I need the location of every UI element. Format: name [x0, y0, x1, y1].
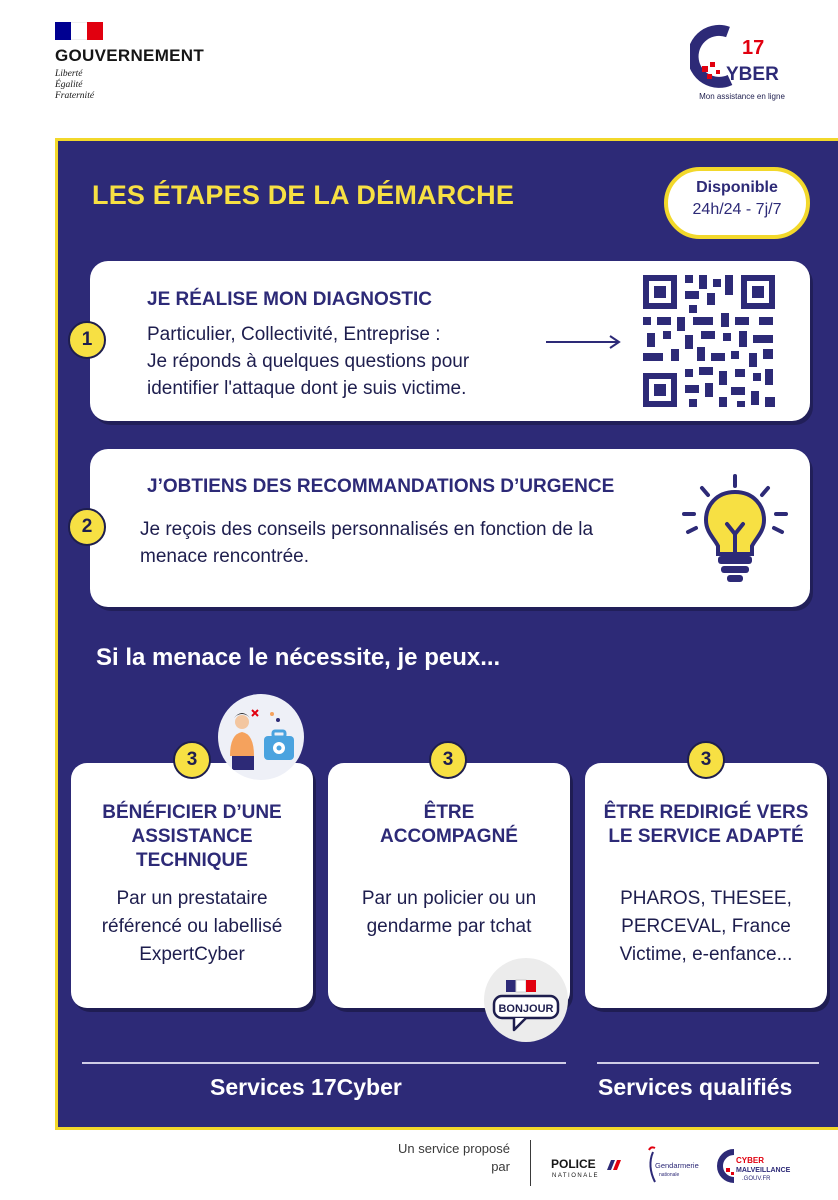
description-line: Je réponds à quelques questions pour [147, 351, 470, 372]
gendarmerie-label: Gendarmerie [655, 1161, 699, 1170]
page-title: LES ÉTAPES DE LA DÉMARCHE [92, 180, 515, 210]
lightbulb-icon [680, 474, 790, 586]
heading-line: TECHNIQUE [136, 850, 248, 871]
technician-illustration-icon [218, 694, 304, 780]
option-heading [328, 801, 570, 849]
step-heading: J’OBTIENS DES RECOMMANDATIONS D’URGENCE [147, 476, 615, 497]
option-card-technical-assistance [71, 763, 313, 1008]
option-heading [71, 801, 313, 873]
step-number-badge: 3 [429, 741, 467, 779]
section-subheading: Si la menace le nécessite, je peux... [96, 644, 501, 671]
government-logo [55, 22, 204, 102]
step-number-badge: 3 [173, 741, 211, 779]
description-line: Victime, e-enfance... [619, 944, 793, 965]
description-line: Par un prestataire [116, 888, 268, 909]
availability-hours: 24h/24 - 7j/7 [692, 201, 782, 218]
description-line: Particulier, Collectivité, Entreprise : [147, 324, 441, 345]
heading-line: ACCOMPAGNÉ [380, 826, 518, 847]
step-description [147, 321, 469, 402]
heading-line: ÊTRE [423, 802, 475, 823]
description-line: référencé ou labellisé [101, 916, 283, 937]
logo-tagline: Mon assistance en ligne [699, 92, 785, 101]
availability-badge [664, 167, 810, 239]
arrow-right-icon [546, 334, 622, 350]
option-description [328, 885, 570, 941]
logo-number: 17 [742, 37, 765, 59]
description-line: identifier l'attaque dont je suis victime. [147, 378, 467, 399]
description-line: menace rencontrée. [140, 546, 309, 567]
logo-word: YBER [726, 64, 779, 85]
french-flag-icon [55, 22, 103, 40]
step-description [140, 516, 593, 570]
credit-line: Un service proposé [398, 1141, 510, 1156]
heading-line: ASSISTANCE [131, 826, 253, 847]
description-line: Je reçois des conseils personnalisés en fonction de la [140, 519, 594, 540]
motto-line: Liberté [55, 69, 83, 79]
gendarmerie-nationale-logo [645, 1142, 707, 1190]
description-line: gendarme par tchat [366, 916, 532, 937]
republic-motto [55, 69, 204, 102]
step-number-badge: 1 [68, 321, 106, 359]
description-line: PERCEVAL, France [621, 916, 791, 937]
government-name: GOUVERNEMENT [55, 46, 205, 65]
description-line: PHAROS, THESEE, [620, 888, 792, 909]
motto-line: Égalité [55, 80, 83, 90]
description-line: Par un policier ou un [361, 888, 537, 909]
police-label: POLICE [551, 1157, 596, 1171]
credit-line: par [491, 1159, 510, 1174]
heading-line: ÊTRE REDIRIGÉ VERS [603, 802, 809, 823]
option-description [71, 885, 313, 969]
availability-label: Disponible [696, 179, 778, 196]
credit-text [360, 1140, 510, 1176]
qualified-services-label: Services qualifiés [598, 1074, 793, 1100]
gendarmerie-sublabel: nationale [659, 1172, 680, 1178]
services-17cyber-label: Services 17Cyber [210, 1074, 402, 1100]
option-description [585, 885, 827, 969]
step-heading: JE RÉALISE MON DIAGNOSTIC [147, 289, 433, 310]
chat-bubble-icon [484, 958, 568, 1042]
motto-line: Fraternité [55, 91, 95, 101]
police-sublabel: NATIONALE [552, 1173, 600, 1179]
option-card-redirected [585, 763, 827, 1008]
description-line: ExpertCyber [139, 944, 245, 965]
cybermalveillance-logo [716, 1146, 796, 1186]
qr-code-icon[interactable] [641, 273, 777, 409]
divider [597, 1062, 819, 1064]
divider [530, 1140, 531, 1186]
divider [82, 1062, 566, 1064]
option-heading [585, 801, 827, 849]
heading-line: BÉNÉFICIER D’UNE [102, 802, 282, 823]
cyber-line: .GOUV.FR [742, 1176, 771, 1182]
police-nationale-logo [551, 1156, 629, 1180]
bubble-text: BONJOUR [498, 1003, 554, 1015]
cyber-line: CYBER [736, 1156, 765, 1165]
step-number-badge: 3 [687, 741, 725, 779]
cyber-line: MALVEILLANCE [736, 1167, 791, 1174]
step-number-badge: 2 [68, 508, 106, 546]
heading-line: LE SERVICE ADAPTÉ [608, 826, 804, 847]
